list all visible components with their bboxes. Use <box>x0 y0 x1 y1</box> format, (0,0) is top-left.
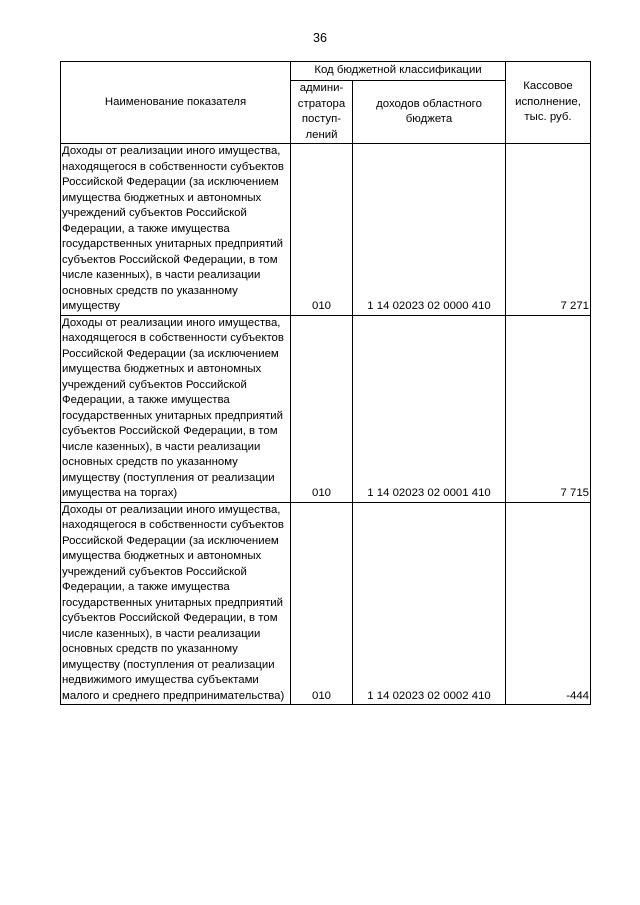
table-row <box>61 315 591 502</box>
row-amount: 7 715 <box>506 315 591 502</box>
budget-classification-table <box>60 61 591 705</box>
row-income-code: 1 14 02023 02 0001 410 <box>353 315 506 502</box>
row-indicator-name: Доходы от реализации иного имущества, находящегося в собственности субъектов Российской Федерации (за исключением имущества бюджетных и автономных учреждений субъектов Российской Федерации, а также имущества государственных унитарных предприятий субъектов Российской Федерации, в том числе казенных), в части реализации основных средств по указанному имуществу <box>61 144 291 316</box>
table-header-row <box>61 62 591 81</box>
header-administrator: админи-стратора поступ-лений <box>291 81 353 144</box>
row-income-code: 1 14 02023 02 0000 410 <box>353 144 506 316</box>
header-budget-code-group: Код бюджетной классификации <box>291 62 506 81</box>
row-indicator-name: Доходы от реализации иного имущества, находящегося в собственности субъектов Российской Федерации (за исключением имущества бюджетных и автономных учреждений субъектов Российской Федерации, а также имущества государственных унитарных предприятий субъектов Российской Федерации, в том числе казенных), в части реализации основных средств по указанному имуществу (поступления от реализации имущества на торгах) <box>61 315 291 502</box>
header-regional-income: доходов областного бюджета <box>353 81 506 144</box>
row-administrator-code: 010 <box>291 315 353 502</box>
header-amount: Кассовое исполнение, тыс. руб. <box>506 62 591 144</box>
row-income-code: 1 14 02023 02 0002 410 <box>353 502 506 705</box>
row-administrator-code: 010 <box>291 144 353 316</box>
table-row <box>61 144 591 316</box>
row-amount: -444 <box>506 502 591 705</box>
table-row <box>61 502 591 705</box>
page-number: 36 <box>313 31 327 45</box>
row-indicator-name: Доходы от реализации иного имущества, находящегося в собственности субъектов Российской Федерации (за исключением имущества бюджетных и автономных учреждений субъектов Российской Федерации, а также имущества государственных унитарных предприятий субъектов Российской Федерации, в том числе казенных), в части реализации основных средств по указанному имуществу (поступления от реализации недвижимого имущества субъектами малого и среднего предпринимательства) <box>61 502 291 705</box>
row-administrator-code: 010 <box>291 502 353 705</box>
row-amount: 7 271 <box>506 144 591 316</box>
header-name: Наименование показателя <box>61 62 291 144</box>
